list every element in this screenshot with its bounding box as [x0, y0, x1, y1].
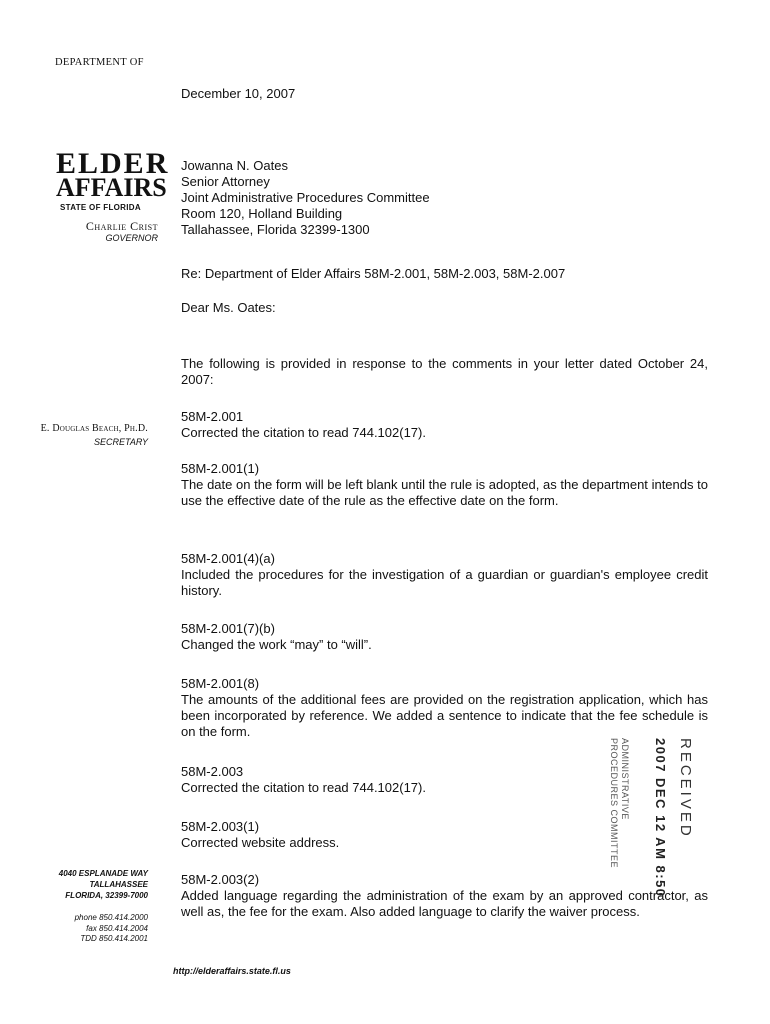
- website-link[interactable]: http://elderaffairs.state.fl.us: [173, 966, 291, 976]
- section-heading: 58M-2.003: [181, 764, 244, 779]
- intro-paragraph: The following is provided in response to the comments in your letter dated October 24, 2007:: [181, 356, 708, 387]
- section-text: Corrected the citation to read 744.102(17).: [181, 780, 426, 795]
- section-text: Corrected website address.: [181, 835, 340, 850]
- section-heading: 58M-2.001(7)(b): [181, 621, 275, 636]
- recipient-line: Room 120, Holland Building: [181, 206, 343, 221]
- salutation: Dear Ms. Oates:: [181, 300, 276, 315]
- logo-state: STATE OF FLORIDA: [60, 203, 141, 212]
- section-heading: 58M-2.001(4)(a): [181, 551, 275, 566]
- section-text: The date on the form will be left blank until the rule is adopted, as the department intends to use the effective date of the rule as the effective date on the form.: [181, 477, 708, 508]
- section-heading: 58M-2.001: [181, 409, 244, 424]
- section-58m-2-003-1: [181, 819, 581, 851]
- section-text: The amounts of the additional fees are provided on the registration application, which has been incorporated by reference. We added a sentence to indicate that the fee schedule is on the form.: [181, 692, 708, 739]
- logo-affairs: AFFAIRS: [56, 173, 167, 202]
- tdd-number: TDD 850.414.2001: [80, 934, 148, 943]
- secretary-title: SECRETARY: [93, 437, 148, 447]
- stamp-committee: ADMINISTRATIVE PROCEDURES COMMITTEE: [609, 738, 630, 869]
- recipient-block: [181, 158, 708, 238]
- stamp-received: RECEIVED: [677, 738, 694, 839]
- section-58m-2-001: [181, 409, 708, 441]
- section-58m-2-003: [181, 764, 581, 796]
- secretary-name: E. Douglas Beach, Ph.D.: [40, 423, 148, 434]
- logo-elder: ELDER: [56, 147, 170, 180]
- section-58m-2-001-1: [181, 461, 708, 509]
- section-heading: 58M-2.001(8): [181, 676, 260, 691]
- section-heading: 58M-2.003(2): [181, 872, 260, 887]
- recipient-line: Senior Attorney: [181, 174, 270, 189]
- letter-date: December 10, 2007: [181, 86, 296, 101]
- section-58m-2-001-7b: [181, 621, 708, 653]
- section-heading: 58M-2.003(1): [181, 819, 260, 834]
- address-line: 4040 ESPLANADE WAY: [58, 869, 148, 878]
- department-of-label: DEPARTMENT OF: [55, 57, 144, 68]
- governor-name: Charlie Crist: [85, 219, 158, 233]
- section-text: Corrected the citation to read 744.102(17).: [181, 425, 426, 440]
- address-line: TALLAHASSEE: [89, 880, 148, 889]
- stamp-datetime: 2007 DEC 12 AM 8:50: [653, 738, 668, 898]
- fax-number: fax 850.414.2004: [86, 923, 148, 933]
- recipient-line: Jowanna N. Oates: [181, 158, 288, 173]
- re-line: Re: Department of Elder Affairs 58M-2.001, 58M-2.003, 58M-2.007: [181, 266, 566, 281]
- section-58m-2-001-8: [181, 676, 708, 740]
- address-line: FLORIDA, 32399-7000: [65, 891, 148, 900]
- section-text: Added language regarding the administration of the exam by an approved contractor, as well as, the fee for the exam. Also added language to clarify the waiver process.: [181, 888, 708, 919]
- section-text: Changed the work “may” to “will”.: [181, 637, 372, 652]
- contact-numbers: [4, 913, 148, 945]
- governor-title: GOVERNOR: [105, 233, 158, 243]
- recipient-line: Tallahassee, Florida 32399-1300: [181, 222, 370, 237]
- office-address: [4, 868, 148, 901]
- phone-number: phone 850.414.2000: [74, 913, 148, 922]
- received-stamp: [590, 738, 710, 898]
- section-58m-2-001-4a: [181, 551, 708, 599]
- recipient-line: Joint Administrative Procedures Committee: [181, 190, 430, 205]
- section-heading: 58M-2.001(1): [181, 461, 260, 476]
- section-text: Included the procedures for the investigation of a guardian or guardian's employee credit history.: [181, 567, 708, 598]
